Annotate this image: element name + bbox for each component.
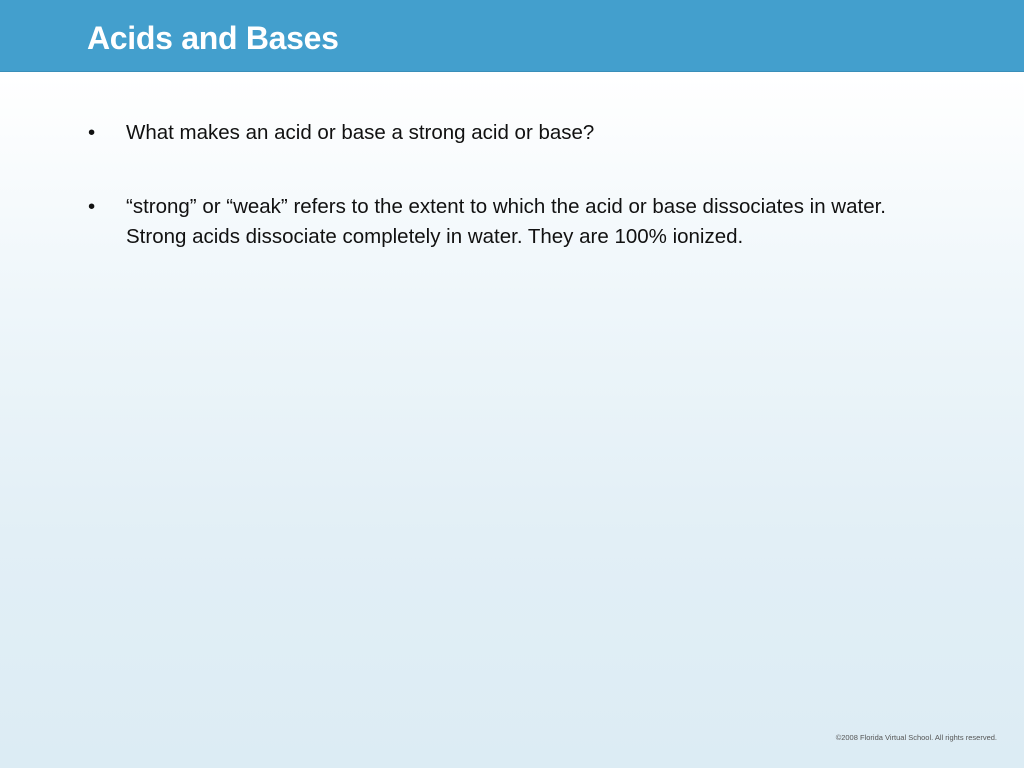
bullet-item: [88, 118, 928, 149]
bullet-item: [88, 192, 928, 253]
slide-title: Acids and Bases: [87, 20, 339, 56]
bullet-list: [88, 118, 928, 253]
bullet-dot: •: [88, 194, 96, 218]
bullet-dot: •: [88, 121, 96, 144]
title-bar: [0, 0, 1024, 72]
bullet-text: “strong” or “weak” refers to the extent to which the acid or base dissociates in water. Strong acids dissociate completely in water. They are 100% ionized.: [126, 194, 886, 248]
copyright-footer: ©2008 Florida Virtual School. All rights reserved.: [835, 733, 997, 742]
bullet-text: What makes an acid or base a strong acid or base?: [126, 121, 595, 144]
